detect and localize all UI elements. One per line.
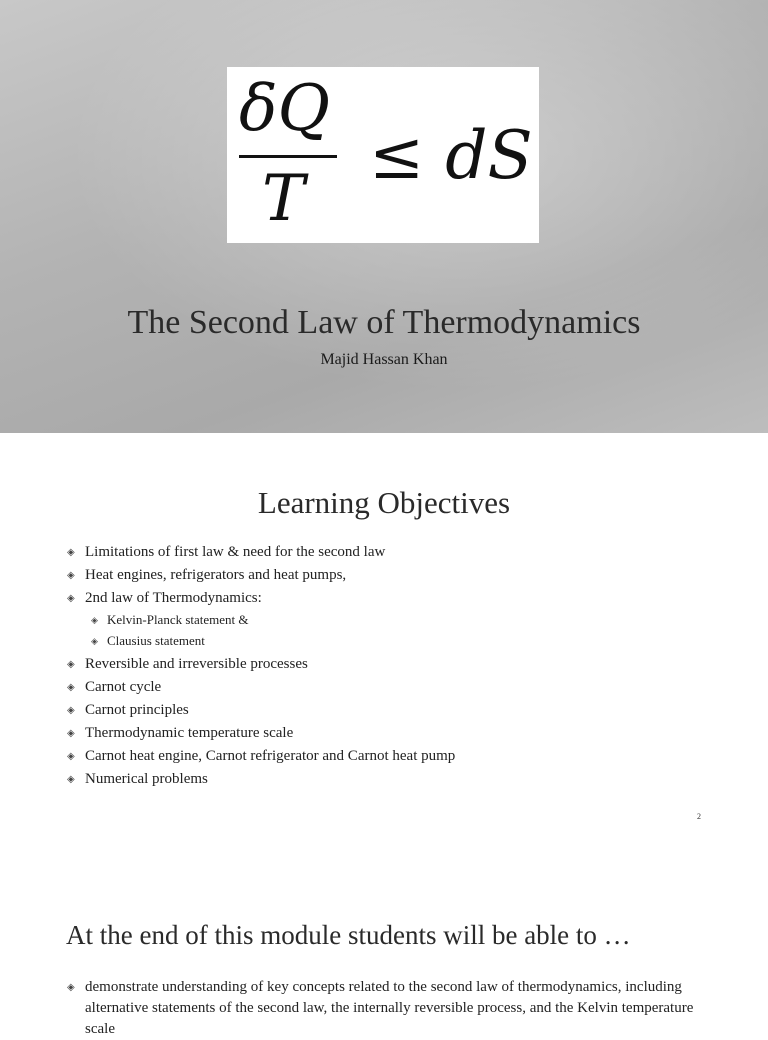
objective-text: Numerical problems bbox=[85, 771, 208, 787]
diamond-bullet-icon: ◈ bbox=[67, 705, 75, 716]
objective-subitem bbox=[91, 611, 249, 629]
diamond-bullet-icon: ◈ bbox=[67, 682, 75, 693]
outcome-text: demonstrate understanding of key concepts related to the second law of thermodynamics, including alternative statements of the second law, the internally reversible process, and the Kelvin temperature scale bbox=[85, 979, 694, 1037]
objective-item bbox=[67, 701, 189, 720]
outcome-item bbox=[67, 977, 717, 1040]
objective-text: Carnot cycle bbox=[85, 679, 162, 695]
objective-subitem bbox=[91, 632, 205, 650]
formula-relation-symbol: ≤ bbox=[369, 117, 425, 194]
diamond-bullet-icon: ◈ bbox=[67, 751, 75, 762]
objectives-title: Learning Objectives bbox=[257, 485, 511, 520]
objective-item bbox=[67, 747, 455, 766]
diamond-bullet-icon: ◈ bbox=[67, 659, 75, 670]
diamond-bullet-icon: ◈ bbox=[67, 728, 75, 739]
objective-item bbox=[67, 724, 293, 743]
objective-item bbox=[67, 655, 308, 674]
objective-item bbox=[67, 566, 346, 585]
slide-title: The Second Law of Thermodynamics bbox=[127, 304, 641, 341]
diamond-bullet-icon: ◈ bbox=[67, 547, 75, 558]
objective-text: Limitations of first law & need for the second law bbox=[85, 544, 386, 560]
entropy-formula bbox=[227, 67, 539, 243]
diamond-bullet-icon: ◈ bbox=[67, 982, 75, 993]
diamond-bullet-icon: ◈ bbox=[67, 570, 75, 581]
objective-item bbox=[67, 678, 161, 697]
objective-text: Heat engines, refrigerators and heat pumps, bbox=[85, 567, 347, 583]
title-slide bbox=[0, 0, 768, 433]
objective-text: Reversible and irreversible processes bbox=[85, 656, 308, 672]
formula-rhs: dS bbox=[445, 117, 533, 194]
formula-denominator: T bbox=[262, 162, 305, 236]
formula-relation bbox=[369, 117, 533, 194]
objectives-slide bbox=[0, 433, 768, 853]
diamond-bullet-icon: ◈ bbox=[67, 774, 75, 785]
objective-text: Carnot heat engine, Carnot refrigerator and Carnot heat pump bbox=[85, 748, 456, 764]
outcomes-slide bbox=[0, 853, 768, 1037]
objective-item bbox=[67, 543, 385, 562]
objective-item bbox=[67, 589, 262, 608]
objective-text: Carnot principles bbox=[85, 702, 189, 718]
objectives-list bbox=[0, 433, 768, 853]
objective-text: Thermodynamic temperature scale bbox=[85, 725, 294, 741]
formula-numerator: δQ bbox=[239, 72, 330, 146]
objective-item bbox=[67, 770, 208, 789]
diamond-bullet-icon: ◈ bbox=[91, 636, 98, 646]
diamond-bullet-icon: ◈ bbox=[91, 615, 98, 625]
objective-text: Kelvin-Planck statement & bbox=[107, 612, 249, 627]
page-number: 2 bbox=[697, 812, 701, 821]
outcomes-title: At the end of this module students will be able to … bbox=[66, 920, 631, 950]
objective-text: Clausius statement bbox=[107, 633, 205, 648]
fraction-bar bbox=[239, 155, 337, 158]
diamond-bullet-icon: ◈ bbox=[67, 593, 75, 604]
author-name: Majid Hassan Khan bbox=[320, 351, 448, 368]
objective-text: 2nd law of Thermodynamics: bbox=[85, 590, 262, 606]
